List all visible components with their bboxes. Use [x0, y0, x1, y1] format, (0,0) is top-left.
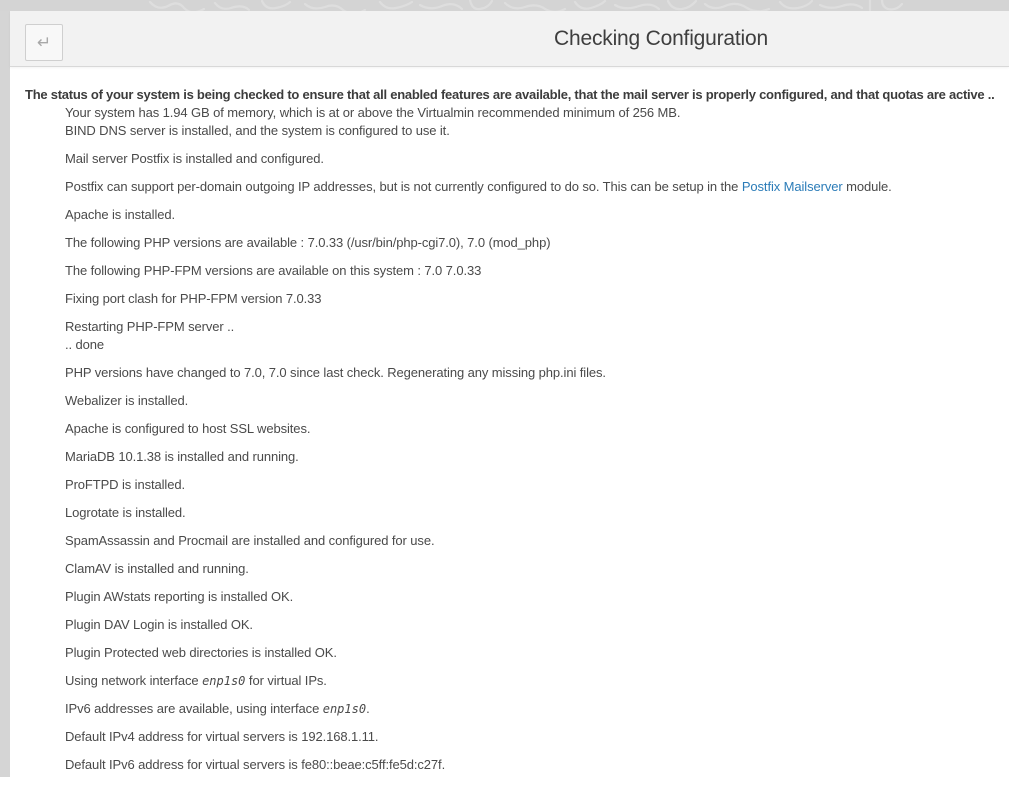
status-line	[25, 756, 994, 774]
status-line	[25, 448, 994, 466]
status-text: Your system has 1.94 GB of memory, which is at or above the Virtualmin recommended minimum of 256 MB.	[65, 105, 681, 120]
top-window-band	[0, 0, 1009, 11]
status-line	[25, 700, 994, 718]
status-text: Apache is installed.	[65, 207, 176, 222]
status-text: Default IPv6 address for virtual servers is fe80::beae:c5ff:fe5d:c27f.	[65, 757, 446, 772]
status-line	[25, 178, 994, 196]
status-line	[25, 616, 994, 634]
status-line	[25, 234, 994, 252]
status-line	[25, 532, 994, 550]
status-line	[25, 728, 994, 746]
status-text: The following PHP-FPM versions are available on this system : 7.0 7.0.33	[65, 263, 482, 278]
status-line	[25, 504, 994, 522]
status-text: Mail server Postfix is installed and configured.	[65, 151, 324, 166]
back-button[interactable]	[25, 24, 63, 61]
status-text: Webalizer is installed.	[65, 393, 189, 408]
status-line	[25, 262, 994, 280]
status-line	[25, 290, 994, 308]
status-line	[25, 122, 994, 140]
status-text: BIND DNS server is installed, and the system is configured to use it.	[65, 123, 450, 138]
status-line	[25, 150, 994, 168]
status-text: Fixing port clash for PHP-FPM version 7.0.33	[65, 291, 322, 306]
status-line	[25, 206, 994, 224]
status-line	[25, 336, 994, 354]
status-line	[25, 672, 994, 690]
page-left-margin	[0, 11, 10, 777]
status-text: MariaDB 10.1.38 is installed and running.	[65, 449, 299, 464]
status-text: Using network interface	[65, 673, 203, 688]
postfix-mailserver-link[interactable]: Postfix Mailserver	[741, 179, 843, 194]
status-line	[25, 476, 994, 494]
page-title: Checking Configuration	[554, 26, 768, 50]
status-text: Apache is configured to host SSL websites.	[65, 421, 311, 436]
status-line	[25, 420, 994, 438]
status-line	[25, 588, 994, 606]
status-text: Default IPv4 address for virtual servers is 192.168.1.11.	[65, 729, 379, 744]
status-text: Restarting PHP-FPM server ..	[65, 319, 235, 334]
status-line	[25, 104, 994, 122]
status-text: The following PHP versions are available : 7.0.33 (/usr/bin/php-cgi7.0), 7.0 (mod_php)	[65, 235, 551, 250]
status-line	[25, 86, 994, 104]
status-text: ProFTPD is installed.	[65, 477, 185, 492]
status-text: PHP versions have changed to 7.0, 7.0 since last check. Regenerating any missing php.ini files.	[65, 365, 606, 380]
status-text: .	[366, 701, 370, 716]
status-text: The status of your system is being checked to ensure that all enabled features are available, that the mail server is properly configured, and that quotas are active ..	[25, 87, 995, 102]
status-lines	[10, 67, 1009, 774]
status-text: .. done	[65, 337, 105, 352]
status-line	[25, 560, 994, 578]
panel-header	[10, 11, 1009, 67]
status-text: Plugin Protected web directories is installed OK.	[65, 645, 337, 660]
network-interface-code: enp1s0	[322, 702, 367, 716]
network-interface-code: enp1s0	[202, 674, 246, 688]
checking-configuration-panel	[10, 11, 1009, 786]
return-arrow-icon: ↵	[36, 33, 52, 52]
status-text: Logrotate is installed.	[65, 505, 186, 520]
status-text: for virtual IPs.	[245, 673, 327, 688]
status-text: IPv6 addresses are available, using interface	[65, 701, 323, 716]
status-text: Postfix can support per-domain outgoing IP addresses, but is not currently configured to do so. This can be setup in the	[65, 179, 742, 194]
status-text: module.	[842, 179, 892, 194]
status-line	[25, 318, 994, 336]
cursive-watermark-icon	[0, 0, 1009, 11]
status-text: ClamAV is installed and running.	[65, 561, 249, 576]
status-text: Plugin DAV Login is installed OK.	[65, 617, 253, 632]
status-text: Plugin AWstats reporting is installed OK.	[65, 589, 294, 604]
status-line	[25, 364, 994, 382]
status-line	[25, 644, 994, 662]
status-line	[25, 392, 994, 410]
status-text: SpamAssassin and Procmail are installed and configured for use.	[65, 533, 435, 548]
